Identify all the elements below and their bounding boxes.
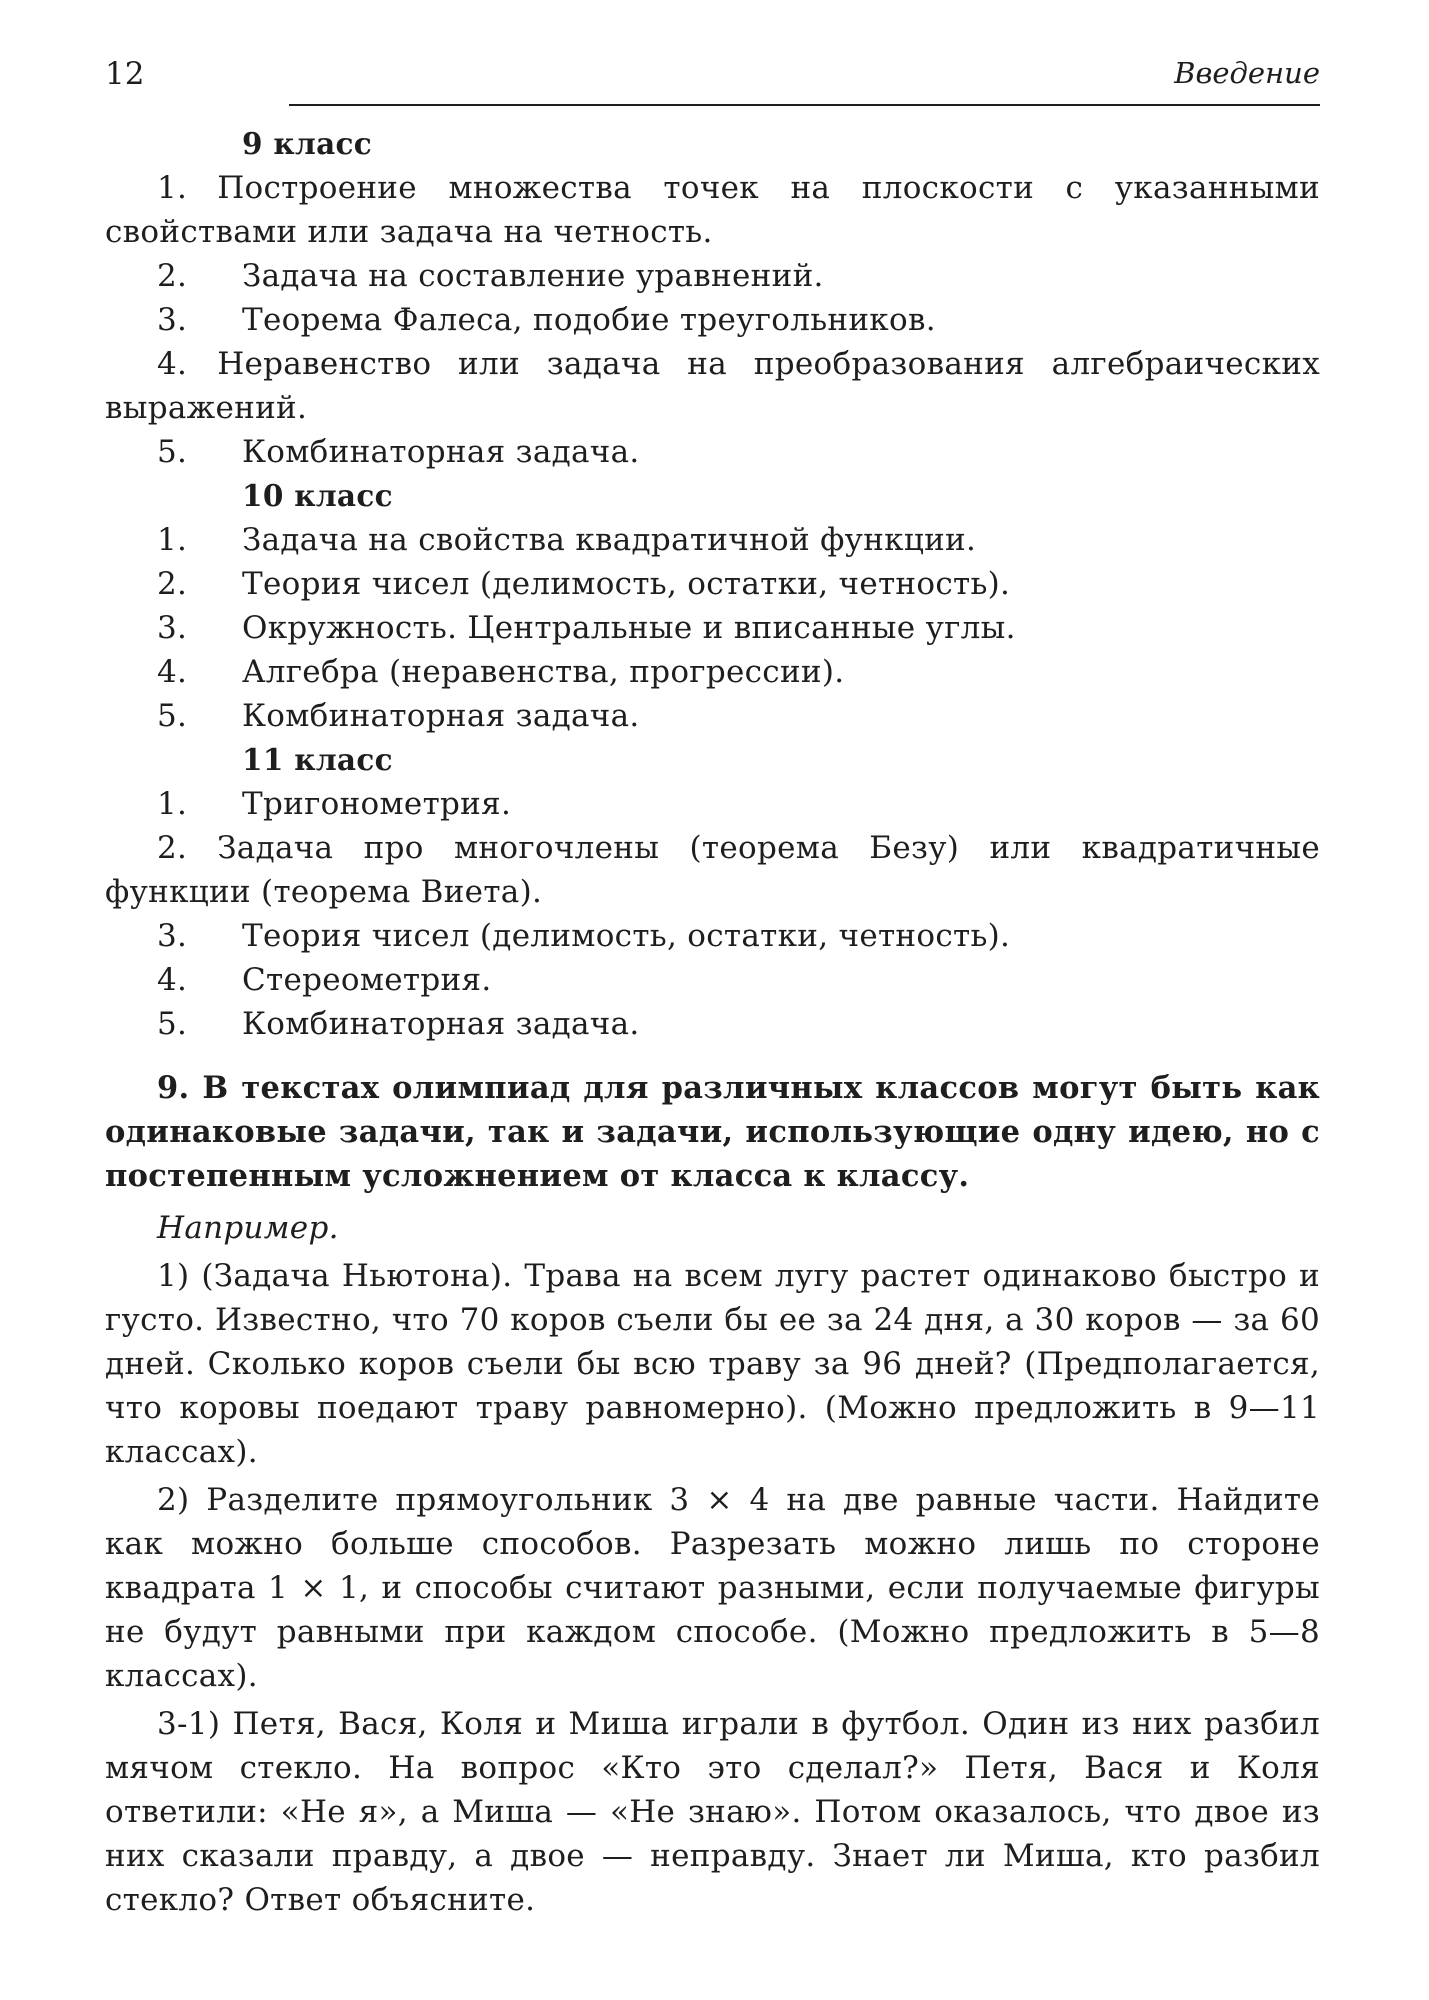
item-number: 4. [157,654,188,690]
item-text: Задача на свойства квадратичной функции. [242,522,977,558]
item-number: 4. [157,962,188,998]
page-number: 12 [105,56,145,92]
example-paragraph: 1) (Задача Ньютона). Трава на всем лугу растет одинаково быстро и густо. Известно, что 70 коров съели бы ее за 24 дня, а 30 коров — за 60 дней. Сколько коров съели бы всю траву за 96 дней? (Предполагается, что коровы поедают траву равномерно). (Можно предложить в 9—11 классах). [105,1258,1320,1470]
item-text: Задача на составление уравнений. [242,258,824,294]
item-text: Теория чисел (делимость, остатки, четность). [242,566,1011,602]
item-text: Комбинаторная задача. [242,434,640,470]
item-number: 4. [157,346,188,382]
list-item [105,606,1320,650]
example-paragraph: 3-1) Петя, Вася, Коля и Миша играли в футбол. Один из них разбил мячом стекло. На вопрос «Кто это сделал?» Петя, Вася и Коля ответили: «Не я», а Миша — «Не знаю». Потом оказалось, что двое из них сказали правду, а двое — неправду. Знает ли Миша, кто разбил стекло? Ответ объясните. [105,1706,1320,1918]
item-text: Теория чисел (делимость, остатки, четность). [242,918,1011,954]
example-label: Например. [157,1210,339,1246]
list-item [105,254,1320,298]
point-9-statement: 9. В текстах олимпиад для различных классов могут быть как одинаковые задачи, так и задачи, использующие одну идею, но с постепенным усложнением от класса к классу. [105,1070,1320,1194]
item-number: 1. [157,522,188,558]
item-number: 5. [157,1006,188,1042]
item-text: Стереометрия. [242,962,492,998]
item-number: 5. [157,434,188,470]
grade10-heading: 10 класс [242,478,393,513]
item-number: 2. [157,566,188,602]
list-item [105,958,1320,1002]
list-item [105,914,1320,958]
item-text: Построение множества точек на плоскости с указанными свойствами или задача на четность. [105,170,1320,250]
example-paragraph: 2) Разделите прямоугольник 3 × 4 на две равные части. Найдите как можно больше способов. Разрезать можно лишь по стороне квадрата 1 × 1, и способы считают разными, если получаемые фигуры не будут равными при каждом способе. (Можно предложить в 5—8 классах). [105,1482,1320,1694]
running-head: Введение [1174,56,1320,90]
item-text: Комбинаторная задача. [242,1006,640,1042]
grade11-heading: 11 класс [242,742,393,777]
item-number: 2. [157,258,188,294]
list-item [105,826,1320,914]
page-content [105,122,1320,1922]
list-item [105,298,1320,342]
item-number: 3. [157,302,188,338]
item-number: 1. [157,786,188,822]
list-item [105,518,1320,562]
item-number: 1. [157,170,188,206]
list-item [105,782,1320,826]
item-number: 3. [157,918,188,954]
list-item [105,342,1320,430]
item-text: Тригонометрия. [242,786,512,822]
list-item [105,650,1320,694]
item-text: Комбинаторная задача. [242,698,640,734]
header-rule [289,104,1320,106]
list-item [105,430,1320,474]
item-number: 5. [157,698,188,734]
item-text: Теорема Фалеса, подобие треугольников. [242,302,936,338]
item-text: Неравенство или задача на преобразования алгебраических выражений. [105,346,1320,426]
item-number: 3. [157,610,188,646]
item-text: Алгебра (неравенства, прогрессии). [242,654,845,690]
grade9-heading: 9 класс [242,126,373,161]
item-text: Задача про многочлены (теорема Безу) или квадратичные функции (теорема Виета). [105,830,1320,910]
item-text: Окружность. Центральные и вписанные углы. [242,610,1016,646]
list-item [105,694,1320,738]
list-item [105,1002,1320,1046]
item-number: 2. [157,830,188,866]
list-item [105,562,1320,606]
page-header [105,56,1320,106]
list-item [105,166,1320,254]
